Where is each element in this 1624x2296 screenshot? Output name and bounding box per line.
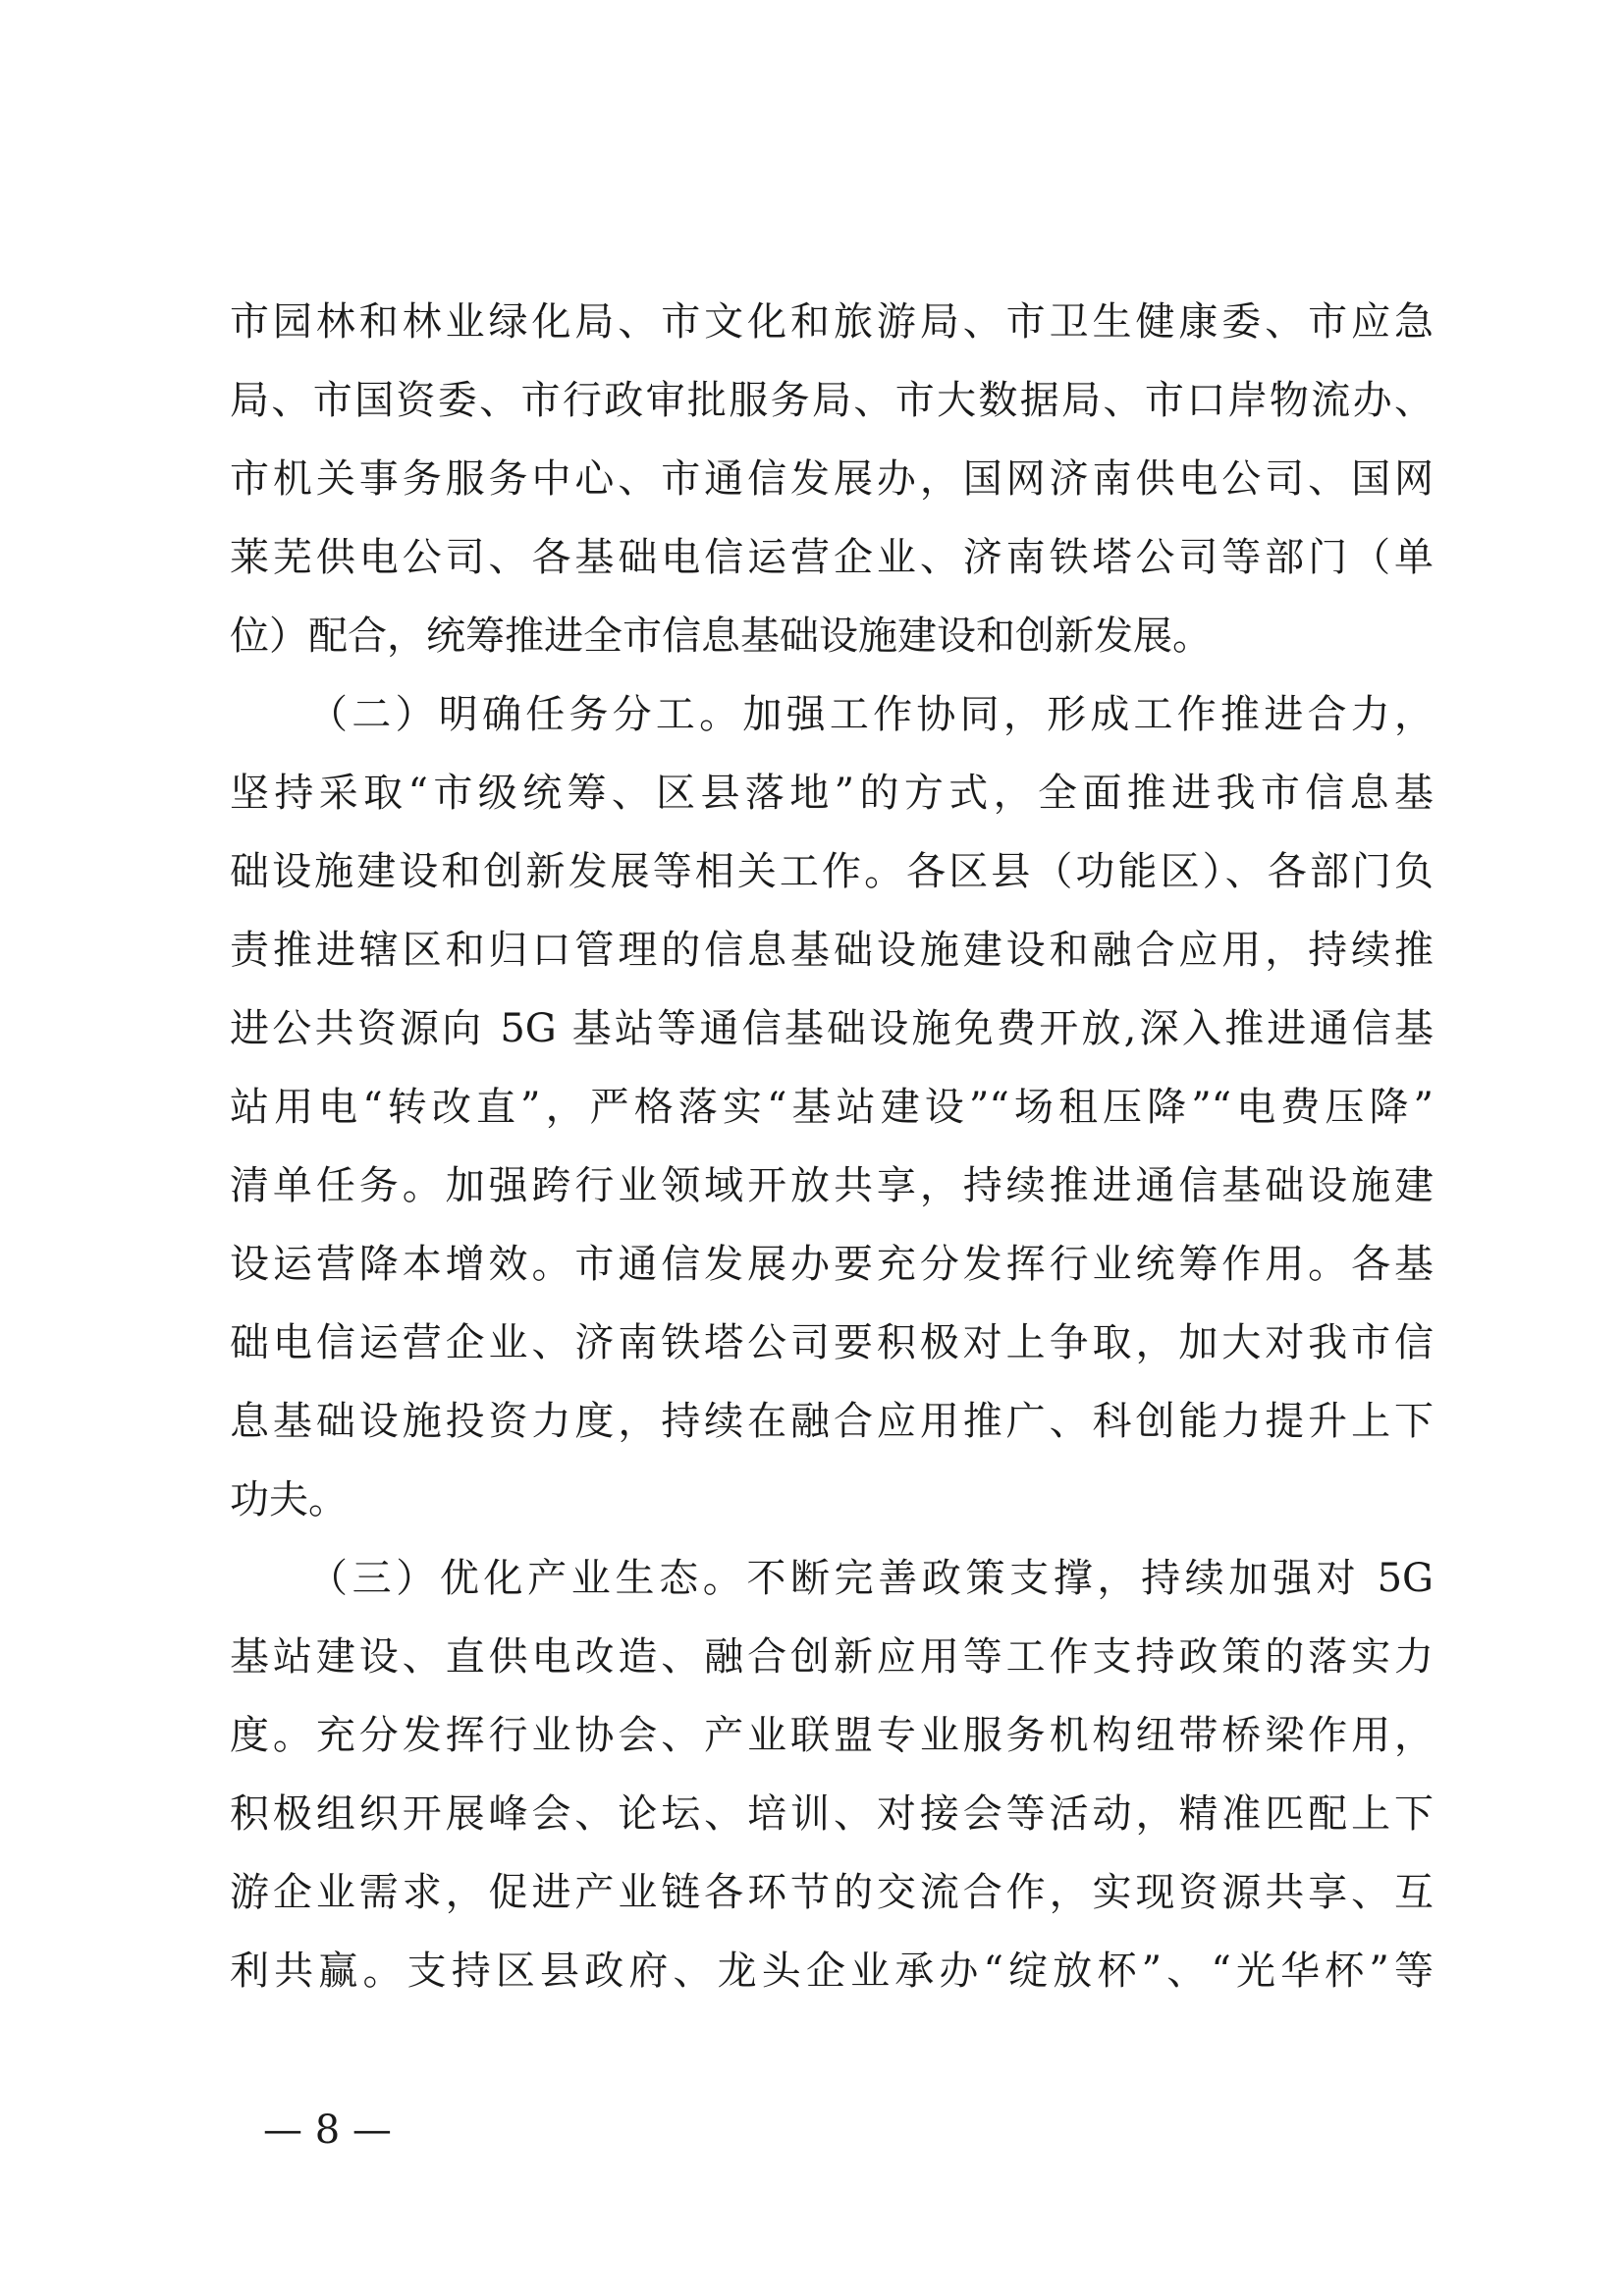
- text-line: 莱芜供电公司、各基础电信运营企业、济南铁塔公司等部门（单: [230, 535, 1434, 580]
- text-line: 础电信运营企业、济南铁塔公司要积极对上争取，加大对我市信: [230, 1320, 1434, 1365]
- text-line: 市机关事务服务中心、市通信发展办，国网济南供电公司、国网: [230, 456, 1434, 502]
- text-line: 息基础设施投资力度，持续在融合应用推广、科创能力提升上下: [230, 1399, 1434, 1444]
- body-text: [230, 283, 1434, 2010]
- text-line: 局、市国资委、市行政审批服务局、市大数据局、市口岸物流办、: [230, 378, 1434, 423]
- text-line: 责推进辖区和归口管理的信息基础设施建设和融合应用，持续推: [230, 928, 1434, 973]
- text-line: 市园林和林业绿化局、市文化和旅游局、市卫生健康委、市应急: [230, 299, 1434, 345]
- text-line: 设运营降本增效。市通信发展办要充分发挥行业统筹作用。各基: [230, 1242, 1434, 1287]
- text-line: （二）明确任务分工。加强工作协同，形成工作推进合力，: [308, 692, 1434, 737]
- text-line: 游企业需求，促进产业链各环节的交流合作，实现资源共享、互: [230, 1870, 1434, 1915]
- text-line: （三）优化产业生态。不断完善政策支撑，持续加强对 5G: [308, 1556, 1434, 1601]
- text-line: 清单任务。加强跨行业领域开放共享，持续推进通信基础设施建: [230, 1163, 1434, 1208]
- text-line: 站用电“转改直”，严格落实“基站建设”“场租压降”“电费压降”: [230, 1085, 1434, 1130]
- text-line: 功夫。: [230, 1477, 348, 1522]
- text-line: 础设施建设和创新发展等相关工作。各区县（功能区）、各部门负: [230, 849, 1434, 894]
- text-line: 利共赢。支持区县政府、龙头企业承办“绽放杯”、“光华杯”等: [230, 1949, 1434, 1994]
- text-line: 位）配合，统筹推进全市信息基础设施建设和创新发展。: [230, 614, 1212, 659]
- page-number: — 8 —: [263, 2108, 392, 2153]
- text-line: 积极组织开展峰会、论坛、培训、对接会等活动，精准匹配上下: [230, 1791, 1434, 1837]
- text-line: 基站建设、直供电改造、融合创新应用等工作支持政策的落实力: [230, 1634, 1434, 1680]
- text-line: 进公共资源向 5G 基站等通信基础设施免费开放,深入推进通信基: [230, 1006, 1434, 1051]
- text-line: 度。充分发挥行业协会、产业联盟专业服务机构纽带桥梁作用，: [230, 1713, 1434, 1758]
- text-line: 坚持采取“市级统筹、区县落地”的方式，全面推进我市信息基: [230, 771, 1434, 816]
